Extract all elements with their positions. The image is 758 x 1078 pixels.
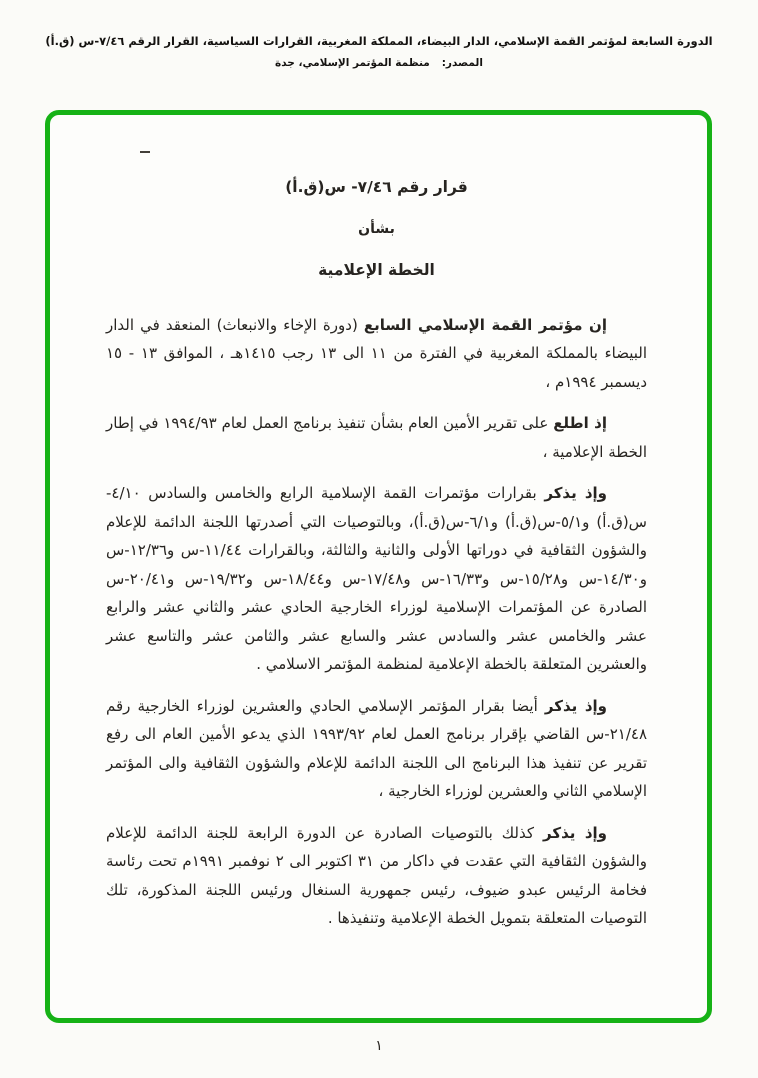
scan-artifact-mark bbox=[140, 151, 150, 153]
paragraph-text: بقرارات مؤتمرات القمة الإسلامية الرابع والخامس والسادس ٤/١٠-س(ق.أ) و٥/١-س(ق.أ) و٦/١-س(ق.أ)، وبالتوصيات التي أصدرتها اللجنة الدائمة للإعلام والشؤون الثقافية في دوراتها الأولى والثانية والثالثة، وبالقرارات ١١/٤٤-س و١٢/٣٦-س و١٤/٣٠-س و١٥/٢٨-س و١٦/٣٣-س و١٧/٤٨-س و١٨/٤٤-س و١٩/٣٢-س و٢٠/٤١-س الصادرة عن المؤتمرات الإسلامية لوزراء الخارجية الحادي عشر والثاني عشر والرابع عشر والخامس عشر والسادس عشر والسابع عشر والثامن عشر والتاسع عشر والعشرين المتعلقة بالخطة الإعلامية لمنظمة المؤتمر الاسلامي . bbox=[106, 484, 647, 673]
paragraph-lead: وإذ يذكر bbox=[544, 696, 607, 715]
source-value: منظمة المؤتمر الإسلامي، جدة bbox=[275, 57, 430, 69]
paragraph-preamble bbox=[106, 311, 647, 397]
paragraph-lead: وإذ يذكر bbox=[544, 484, 607, 502]
paragraph-text: أيضا بقرار المؤتمر الإسلامي الحادي والعشرين لوزراء الخارجية رقم ٢١/٤٨-س القاضي بإقرار برنامج العمل لعام ١٩٩٣/٩٢ الذي يدعو الأمين العام الى رفع تقرير عن تنفيذ هذا البرنامج الى اللجنة الدائمة للإعلام والشؤون الثقافية والى المؤتمر الإسلامي الثاني والعشرين لوزراء الخارجية ، bbox=[106, 696, 647, 800]
paragraph-lead: وإذ يذكر bbox=[543, 823, 608, 842]
source-label: المصدر: bbox=[441, 57, 483, 69]
resolution-subtitle: بشأن bbox=[358, 220, 395, 237]
document-body bbox=[106, 173, 647, 946]
paragraph-recalling-dakar-session bbox=[106, 819, 647, 933]
page-number: ١ bbox=[375, 1038, 383, 1054]
paragraph-recalling-icfm-21 bbox=[106, 692, 647, 806]
paragraph-text: كذلك بالتوصيات الصادرة عن الدورة الرابعة للجنة الدائمة للإعلام والشؤون الثقافية التي عقدت في داكار من ٣١ اكتوبر الى ٢ نوفمبر ١٩٩١م تحت رئاسة فخامة الرئيس عبدو ضيوف، رئيس جمهورية السنغال ورئيس اللجنة المذكورة، تلك التوصيات المتعلقة بتمويل الخطة الإعلامية وتنفيذها . bbox=[106, 823, 647, 927]
source-line bbox=[0, 57, 758, 69]
document-scan-frame bbox=[45, 110, 712, 1023]
document-reference-line: الدورة السابعة لمؤتمر القمة الإسلامي، الدار البيضاء، المملكة المغربية، القرارات السياسية، القرار الرقم ٧/٤٦-س (ق.أ) bbox=[45, 34, 713, 48]
paragraph-having-examined bbox=[106, 409, 647, 466]
catalog-header bbox=[0, 34, 758, 69]
resolution-title-block bbox=[106, 173, 647, 285]
paragraph-lead: إن مؤتمر القمة الإسلامي السابع bbox=[363, 315, 607, 334]
resolution-subject: الخطة الإعلامية bbox=[318, 261, 435, 279]
paragraph-recalling-resolutions bbox=[106, 479, 647, 679]
resolution-number-title: قرار رقم ٧/٤٦- س(ق.أ) bbox=[285, 178, 468, 196]
paragraph-text: (دورة الإخاء والانبعاث) المنعقد في الدار البيضاء بالمملكة المغربية في الفترة من ١١ الى ١٣ رجب ١٤١٥هـ ، الموافق ١٣ - ١٥ ديسمبر ١٩٩٤م ، bbox=[106, 315, 648, 391]
paragraph-lead: إذ اطلع bbox=[553, 414, 607, 432]
paragraph-text: على تقرير الأمين العام بشأن تنفيذ برنامج العمل لعام ١٩٩٤/٩٣ في إطار الخطة الإعلامية ، bbox=[106, 414, 647, 461]
